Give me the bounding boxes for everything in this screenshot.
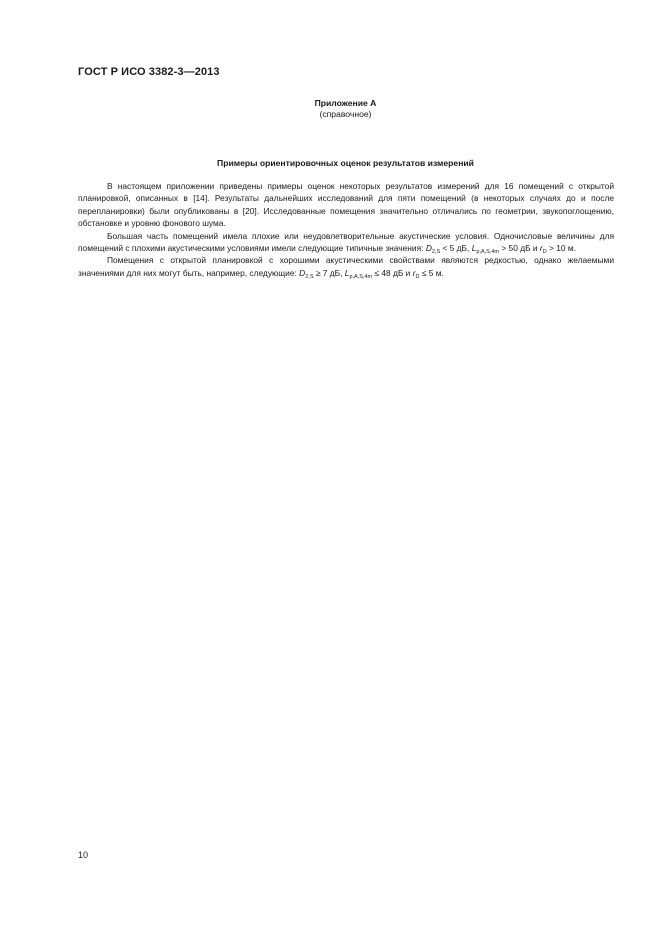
symbol-d: D xyxy=(425,243,432,254)
subscript-d: 2,S xyxy=(305,273,314,280)
paragraph-3-text: ≤ 48 дБ и xyxy=(372,267,413,278)
subscript-d: 2,S xyxy=(431,249,441,256)
paragraph-1: В настоящем приложении приведены примеры оценок некоторых результатов измерений для 16 помещений с открытой планировкой, описанных в [14]. Результаты дальнейших исследований для пяти помещений (в некоторых случаях до и после перепланировки) были опубликованы в [20]. Исследованные помещения значительно отличались по геометрии, звукопоглощению, обстановке и уровню фонового шума. xyxy=(78,181,614,229)
subscript-l: p,A,S,4m xyxy=(349,273,373,280)
body-text xyxy=(78,180,614,279)
subscript-l: p,A,S,4m xyxy=(476,249,500,256)
paragraph-2-text: < 5 дБ, xyxy=(440,243,472,254)
paragraph-3 xyxy=(78,254,614,279)
symbol-r: r xyxy=(539,243,543,254)
document-code: ГОСТ Р ИСО 3382-3—2013 xyxy=(78,66,220,78)
appendix-subtitle: (справочное) xyxy=(319,109,372,119)
paragraph-2 xyxy=(78,230,614,255)
paragraph-3-text: ≤ 5 м. xyxy=(419,267,444,278)
paragraph-3-text: Помещения с открытой планировкой с хорошими акустическими свойствами являются редкостью, однако желаемыми значениями для них могут быть, например, следующие: xyxy=(78,255,614,278)
appendix-title: Приложение А xyxy=(314,98,377,108)
paragraph-2-text: Большая часть помещений имела плохие или неудовлетворительные акустические условия. Одночисловые величины для помещений с плохими акустическими условиями имели следующие типичные значения: xyxy=(78,230,614,254)
symbol-r: r xyxy=(412,267,416,278)
symbol-l: L xyxy=(471,243,477,254)
paragraph-2-text: > 10 м. xyxy=(546,243,576,254)
page-number: 10 xyxy=(78,850,89,860)
appendix-heading xyxy=(0,98,661,120)
symbol-d: D xyxy=(299,267,306,278)
section-heading: Примеры ориентировочных оценок результатов измерений xyxy=(217,158,474,168)
subscript-r: D xyxy=(542,249,547,256)
paragraph-2-text: > 50 дБ и xyxy=(499,243,540,254)
paragraph-3-text: ≥ 7 дБ, xyxy=(313,267,345,278)
subscript-r: D xyxy=(415,273,420,280)
symbol-l: L xyxy=(344,267,350,278)
